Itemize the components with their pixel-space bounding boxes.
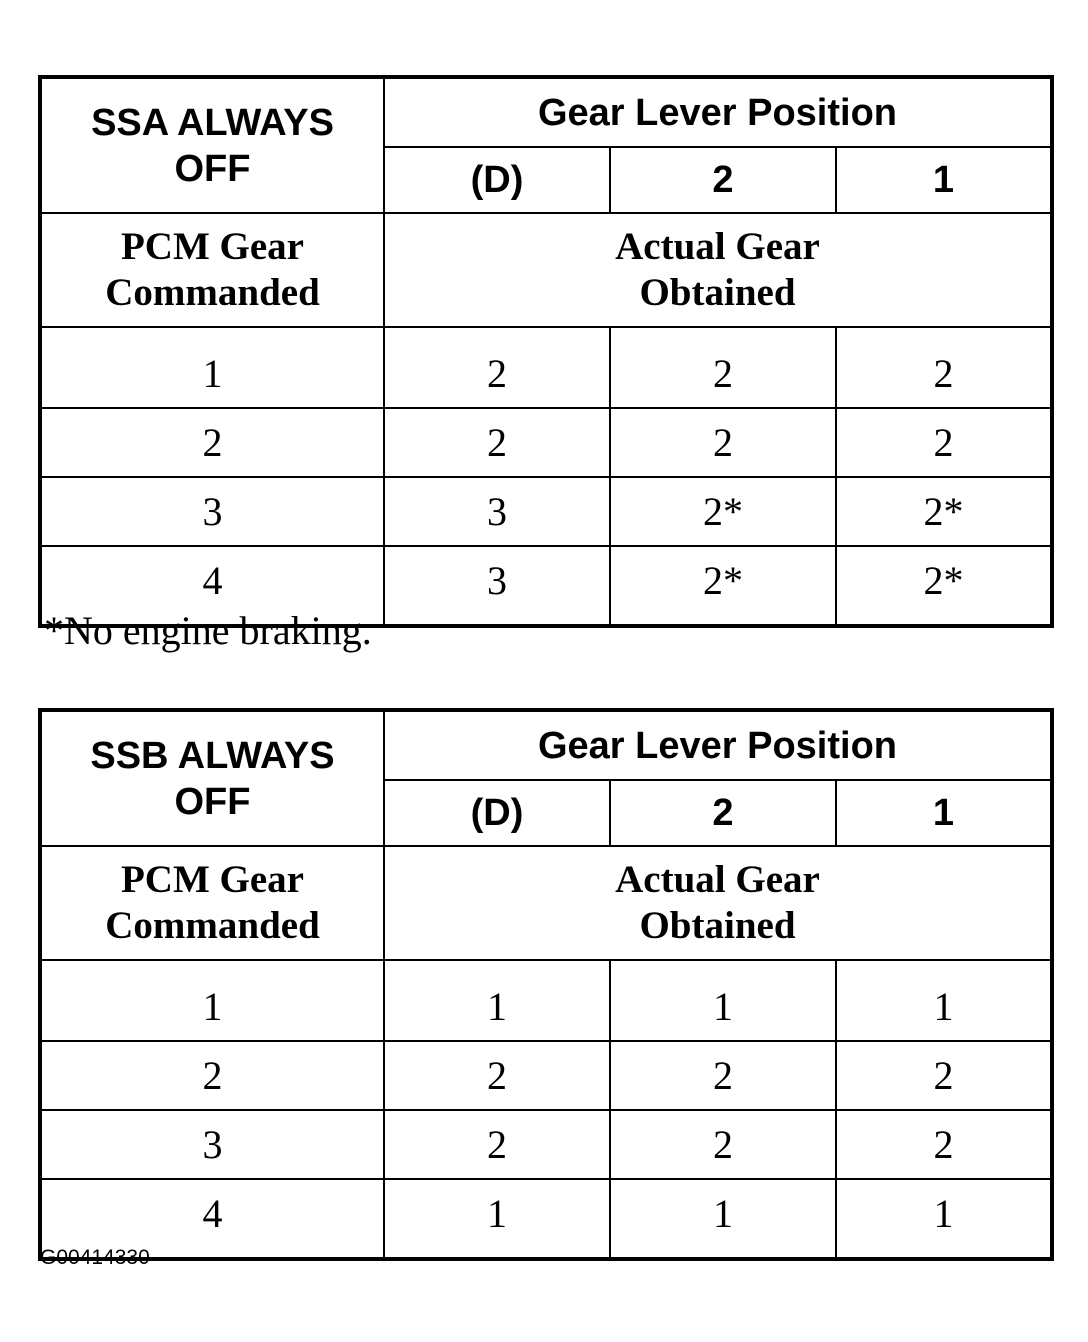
title-line-1: SSB ALWAYS (90, 734, 335, 777)
value-cell: 2 (836, 327, 1052, 408)
value-cell: 2* (610, 477, 836, 546)
figure-id: G00414330 (40, 1246, 150, 1269)
table-row (40, 1041, 1052, 1110)
value-cell: 2 (836, 1041, 1052, 1110)
table-row (40, 960, 1052, 1041)
table-title (40, 710, 384, 846)
gear-lever-position-header: Gear Lever Position (384, 77, 1052, 147)
commanded-cell: 2 (40, 1041, 384, 1110)
value-header-line-1: Actual Gear (615, 225, 820, 268)
table-row (40, 1179, 1052, 1259)
table-row (40, 327, 1052, 408)
value-cell: 1 (610, 1179, 836, 1259)
value-cell: 2 (384, 408, 610, 477)
value-cell: 2 (836, 1110, 1052, 1179)
column-header-2: 2 (610, 780, 836, 846)
value-cell: 2* (836, 477, 1052, 546)
row-header-line-2: Commanded (105, 904, 320, 947)
value-cell: 1 (610, 960, 836, 1041)
column-header-1: 1 (836, 780, 1052, 846)
value-cell: 2 (384, 327, 610, 408)
table-row (40, 1110, 1052, 1179)
column-header-d: (D) (384, 147, 610, 213)
pcm-gear-commanded-header (40, 213, 384, 327)
value-cell: 3 (384, 546, 610, 626)
row-header-line-1: PCM Gear (120, 858, 304, 901)
value-cell: 2 (610, 1041, 836, 1110)
title-line-2: OFF (174, 780, 251, 823)
footnote: *No engine braking. (44, 608, 372, 653)
ssa-always-off-table (38, 75, 1054, 628)
row-header-line-1: PCM Gear (120, 225, 304, 268)
value-cell: 2 (836, 408, 1052, 477)
value-cell: 3 (384, 477, 610, 546)
commanded-cell: 4 (40, 1179, 384, 1259)
value-cell: 1 (384, 1179, 610, 1259)
value-cell: 2 (384, 1041, 610, 1110)
value-cell: 2 (610, 408, 836, 477)
value-header-line-2: Obtained (639, 904, 796, 947)
commanded-cell: 1 (40, 960, 384, 1041)
value-cell: 2 (610, 327, 836, 408)
value-header-line-1: Actual Gear (615, 858, 820, 901)
actual-gear-obtained-header (384, 846, 1052, 960)
commanded-cell: 3 (40, 1110, 384, 1179)
actual-gear-obtained-header (384, 213, 1052, 327)
value-cell: 2* (836, 546, 1052, 626)
value-cell: 1 (384, 960, 610, 1041)
table-title (40, 77, 384, 213)
title-line-1: SSA ALWAYS (91, 101, 334, 144)
table-row (40, 477, 1052, 546)
commanded-cell: 4 (40, 546, 384, 626)
ssb-always-off-table (38, 708, 1054, 1261)
commanded-cell: 1 (40, 327, 384, 408)
commanded-cell: 2 (40, 408, 384, 477)
column-header-d: (D) (384, 780, 610, 846)
value-header-line-2: Obtained (639, 271, 796, 314)
column-header-1: 1 (836, 147, 1052, 213)
value-cell: 2* (610, 546, 836, 626)
value-cell: 1 (836, 960, 1052, 1041)
commanded-cell: 3 (40, 477, 384, 546)
gear-lever-position-header: Gear Lever Position (384, 710, 1052, 780)
table-row (40, 408, 1052, 477)
title-line-2: OFF (174, 147, 251, 190)
value-cell: 1 (836, 1179, 1052, 1259)
column-header-2: 2 (610, 147, 836, 213)
value-cell: 2 (384, 1110, 610, 1179)
value-cell: 2 (610, 1110, 836, 1179)
pcm-gear-commanded-header (40, 846, 384, 960)
row-header-line-2: Commanded (105, 271, 320, 314)
